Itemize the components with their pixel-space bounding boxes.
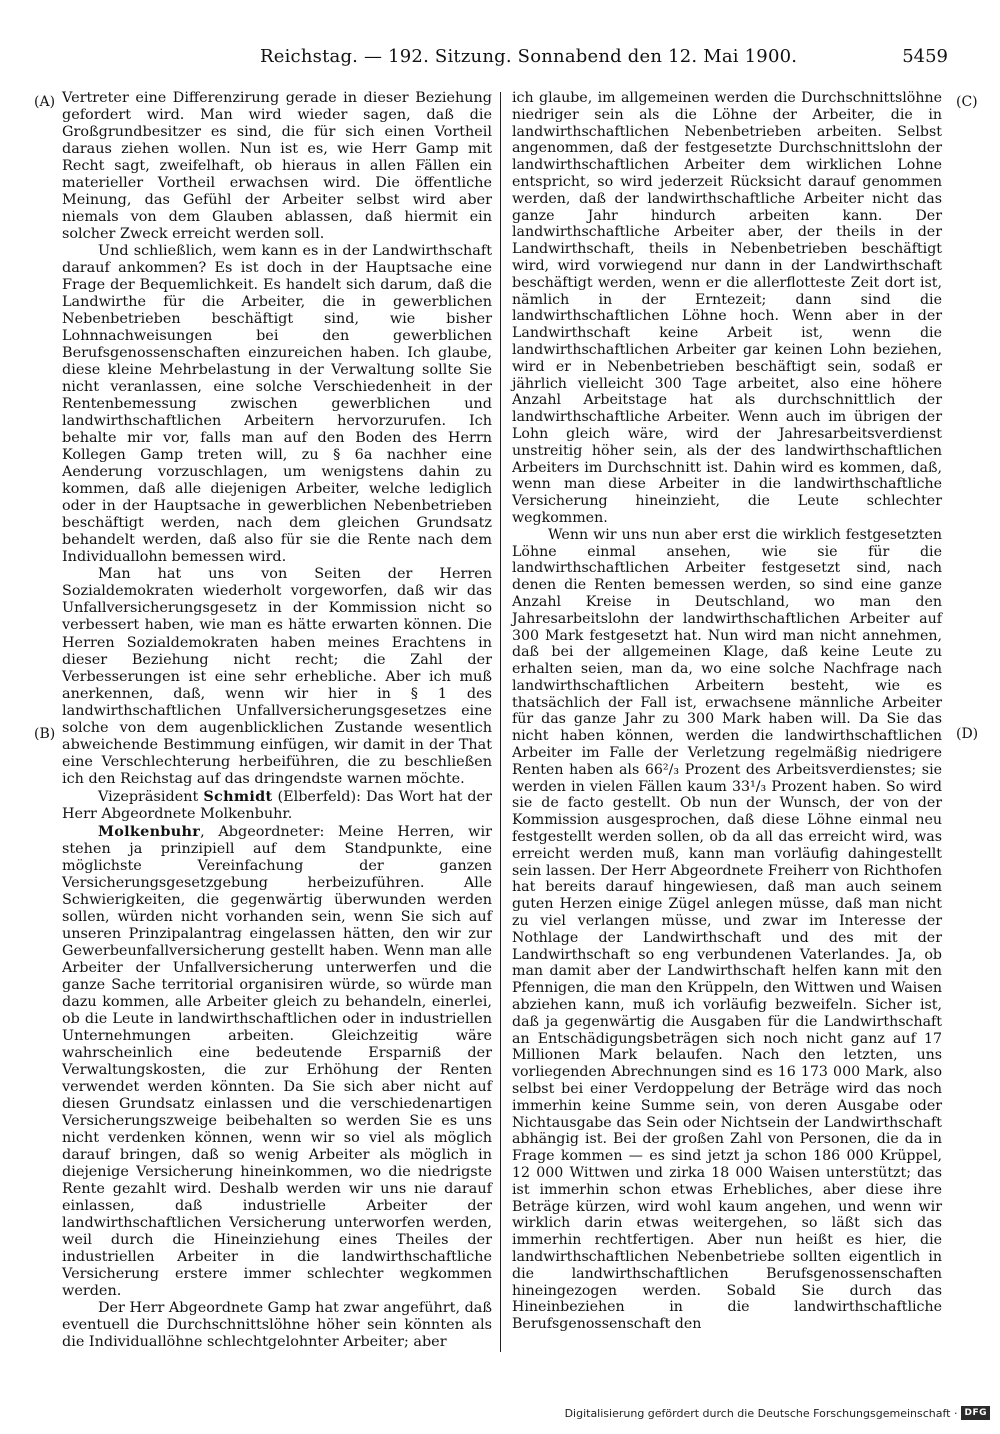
digitization-credit	[565, 1406, 990, 1420]
speaker-intro: Vizepräsident	[98, 788, 204, 805]
speaker-text: (Elberfeld): Das Wort hat der Herr Abgeordnete Molkenbuhr.	[62, 788, 492, 822]
dfg-logo: DFG	[961, 1406, 990, 1420]
speaker-turn-molkenbuhr	[62, 823, 492, 1300]
column-divider	[500, 92, 501, 1352]
speaker-text: , Abgeordneter: Meine Herren, wir stehen ja prinzipiell auf dem Standpunkte, eine möglichste Vereinfachung der ganzen Versicherungsgesetzgebung herbeizuführen. Alle Schwierigkeiten, die gegenwärtig überwunden werden sollen, würden nicht vorhanden sein, wenn Sie sich auf unseren Prinzipalantrag eingelassen hätten, den wir zur Gewerbeunfallversicherung gestellt haben. Wenn man alle Arbeiter der Unfallversicherung unterwerfen und die ganze Sache territorial organisiren würde, so würde man dazu kommen, alle Arbeiter gleich zu behandeln, einerlei, ob die Leute in landwirthschaftlichen oder in industriellen Unternehmungen arbeiten. Gleichzeitig wäre wahrscheinlich eine bedeutende Ersparniß der Verwaltungskosten, die zur Erhöhung der Renten verwendet werden könnten. Da Sie sich aber nicht auf diesen Grundsatz einlassen und die verschiedenartigen Versicherungszweige beibehalten so werden Sie es uns nicht verdenken können, wenn wir so viel als möglich darauf bringen, daß so wenig Arbeiter als möglich in diejenige Versicherung hineinkommen, wo die niedrigste Rente gezahlt wird. Deshalb werden wir uns nie darauf einlassen, daß industrielle Arbeiter der landwirthschaftlichen Versicherung unterworfen werden, weil durch die Hineinziehung eines Theiles der industriellen Arbeiter in die landwirthschaftliche Versicherung erstere immer schlechter wegkommen werden.	[62, 823, 492, 1300]
left-column	[62, 90, 492, 1351]
margin-marker-b: (B)	[34, 726, 56, 742]
margin-marker-a: (A)	[34, 94, 56, 110]
margin-marker-c: (C)	[956, 94, 978, 110]
paragraph: Wenn wir uns nun aber erst die wirklich festgesetzten Löhne einmal ansehen, wie sie für die landwirthschaftlichen Arbeiter festgesetzt sind, nach denen die Renten bemessen werden, so sind eine ganze Anzahl Kreise in Deutschland, wo man den Jahresarbeitslohn der landwirthschaftlichen Arbeiter auf 300 Mark festgesetzt hat. Nun wird man nicht annehmen, daß bei der allgemeinen Klage, daß keine Leute zu erhalten seien, man da, wo eine solche Nachfrage nach landwirthschaftlichen Arbeitern besteht, wie es thatsächlich der Fall ist, erwachsene männliche Arbeiter für das ganze Jahr zu 300 Mark haben will. Da Sie das nicht haben können, werden die landwirthschaftlichen Arbeiter im Falle der Verletzung regelmäßig niedrigere Renten haben als 66²/₃ Prozent des Arbeitsverdienstes; sie werden in vielen Fällen kaum 33¹/₃ Prozent haben. So wird sie de facto gestellt. Ob nun der Wunsch, der von der Kommission ausgesprochen, daß diese Löhne einmal neu festgestellt werden sollen, ob da all das erreicht wird, was erreicht werden muß, kann man vorläufig dahingestellt sein lassen. Der Herr Abgeordnete Freiherr von Richthofen hat bereits darauf hingewiesen, daß man auch seinem guten Herzen einige Zügel anlegen müsse, daß man nicht zu viel verlangen müsse, und zwar im Interesse der Nothlage der Landwirthschaft und des mit der Landwirthschaft so eng verbundenen Vaterlandes. Ja, ob man damit aber der Landwirthschaft helfen kann mit den Pfennigen, die man den Krüppeln, den Wittwen und Waisen abziehen kann, muß ich vorläufig bezweifeln. Sicher ist, daß ja gegenwärtig die Ausgaben für die Landwirthschaft an Entschädigungsbeträgen sich noch nicht ganz auf 17 Millionen Mark belaufen. Nach den letzten, uns vorliegenden Abrechnungen sind es 16 173 000 Mark, also selbst bei einer Verdoppelung der Beträge wird das noch immerhin keine Summe sein, von deren Ausgabe oder Nichtausgabe das Sein oder Nichtsein der Landwirthschaft abhängig ist. Bei der großen Zahl von Personen, die da in Frage kommen — es sind jetzt ja schon 186 000 Krüppel, 12 000 Wittwen und zirka 18 000 Waisen unterstützt; das ist immerhin schon etwas Erhebliches, aber diese ihre Beträge kürzen, wird wohl kaum angehen, und wenn wir wirklich darin etwas weitergehen, so läßt sich das immerhin rechtfertigen. Aber nun heißt es hier, die landwirthschaftlichen Nebenbetriebe sollten eigentlich in die landwirthschaftlichen Berufsgenossenschaften hineingezogen werden. Sobald Sie durch das Hineinbeziehen in die landwirthschaftliche Berufsgenossenschaft den	[512, 526, 942, 1333]
footer-text: Digitalisierung gefördert durch die Deutsche Forschungsgemeinschaft ·	[564, 1406, 958, 1420]
paragraph: Der Herr Abgeordnete Gamp hat zwar angeführt, daß eventuell die Durchschnittslöhne höher sein könnten als die Individuallöhne schlechtgelohnter Arbeiter; aber	[62, 1300, 492, 1351]
paragraph: Man hat uns von Seiten der Herren Sozialdemokraten wiederholt vorgeworfen, daß wir das Unfallversicherungsgesetz in der Kommission nicht so verbessert haben, wie man es hätte erwarten können. Die Herren Sozialdemokraten haben meines Erachtens in dieser Beziehung nicht recht; die Zahl der Verbesserungen ist eine sehr erhebliche. Aber ich muß anerkennen, daß, wenn wir hier in § 1 des landwirthschaftlichen Unfallversicherungsgesetzes eine solche von dem augenblicklichen Zustande wesentlich abweichende Bestimmung einfügen, wir damit in der That eine Verschlechterung herbeiführen, die zu beschließen ich den Reichstag auf das dringendste warnen möchte.	[62, 566, 492, 787]
right-column	[512, 90, 942, 1333]
margin-marker-d: (D)	[956, 726, 979, 742]
speaker-turn-vizepraesident	[62, 788, 492, 823]
paragraph: Vertreter eine Differenzirung gerade in dieser Beziehung gefordert wird. Man wird wieder sagen, daß die Großgrundbesitzer es sind, die für sich einen Vortheil daraus ziehen wollen. Nun ist es, wie Herr Gamp mit Recht sagt, zweifelhaft, ob hieraus in allen Fällen ein materieller Vortheil erwachsen wird. Die öffentliche Meinung, das Gefühl der Arbeiter selbst wird aber niemals von dem Glauben ablassen, daß hiermit ein solcher Zweck erreicht werden soll.	[62, 90, 492, 243]
page-header	[60, 46, 948, 74]
page-number: 5459	[902, 46, 948, 67]
running-title: Reichstag. — 192. Sitzung. Sonnabend den 12. Mai 1900.	[260, 46, 798, 67]
speaker-name: Molkenbuhr	[98, 822, 201, 840]
paragraph: Und schließlich, wem kann es in der Landwirthschaft darauf ankommen? Es ist doch in der Hauptsache eine Frage der Bequemlichkeit. Es handelt sich darum, daß die Landwirthe für die Arbeiter, die in gewerblichen Nebenbetrieben beschäftigt sind, wie bisher Lohnnachweisungen bei den gewerblichen Berufsgenossenschaften einzureichen haben. Ich glaube, diese kleine Mehrbelastung in der Verwaltung sollte Sie nicht veranlassen, eine solche Verschiedenheit in der Rentenbemessung zwischen gewerblichen und landwirthschaftlichen Arbeitern hervorzurufen. Ich behalte mir vor, falls man auf den Boden des Herrn Kollegen Gamp treten will, zu § 6a nachher eine Aenderung vorzuschlagen, um wenigstens dahin zu kommen, daß alle diejenigen Arbeiter, welche lediglich oder in der Hauptsache in gewerblichen Nebenbetrieben beschäftigt werden, nach dem gleichen Grundsatz behandelt werden, daß also für sie die Rente nach dem Individuallohn bemessen wird.	[62, 243, 492, 566]
paragraph: ich glaube, im allgemeinen werden die Durchschnittslöhne niedriger sein als die Löhne der Arbeiter, die in landwirthschaftlichen Nebenbetrieben arbeiten. Selbst angenommen, daß der festgesetzte Durchschnittslohn der landwirthschaftlichen Arbeiter dem wirklichen Lohne entspricht, so wird jederzeit Rücksicht darauf genommen werden, daß der landwirthschaftliche Arbeiter nicht das ganze Jahr hindurch arbeiten kann. Der landwirthschaftliche Arbeiter aber, der theils in der Landwirthschaft, theils in Nebenbetrieben beschäftigt wird, wird vorwiegend nur dann in der Landwirthschaft beschäftigt werden, wenn er die allerflotteste Zeit dort ist, nämlich in der Erntezeit; dann sind die landwirthschaftlichen Löhne hoch. Wenn aber in der Landwirthschaft keine Arbeit ist, wenn die landwirthschaftlichen Arbeiter gar keinen Lohn beziehen, wird er in Nebenbetrieben beschäftigt sein, sodaß er jährlich vielleicht 300 Tage arbeitet, also eine höhere Anzahl Arbeitstage hat als durchschnittlich der landwirthschaftliche Arbeiter. Wenn auch im übrigen der Lohn gleich wäre, wird der Jahresarbeitsverdienst unstreitig höher sein, als der des landwirthschaftlichen Arbeiters im Durchschnitt ist. Dahin wird es kommen, daß, wenn man diese Arbeiter in die landwirthschaftliche Versicherung hineinzieht, die Leute schlechter wegkommen.	[512, 90, 942, 526]
speaker-name: Schmidt	[203, 787, 273, 805]
